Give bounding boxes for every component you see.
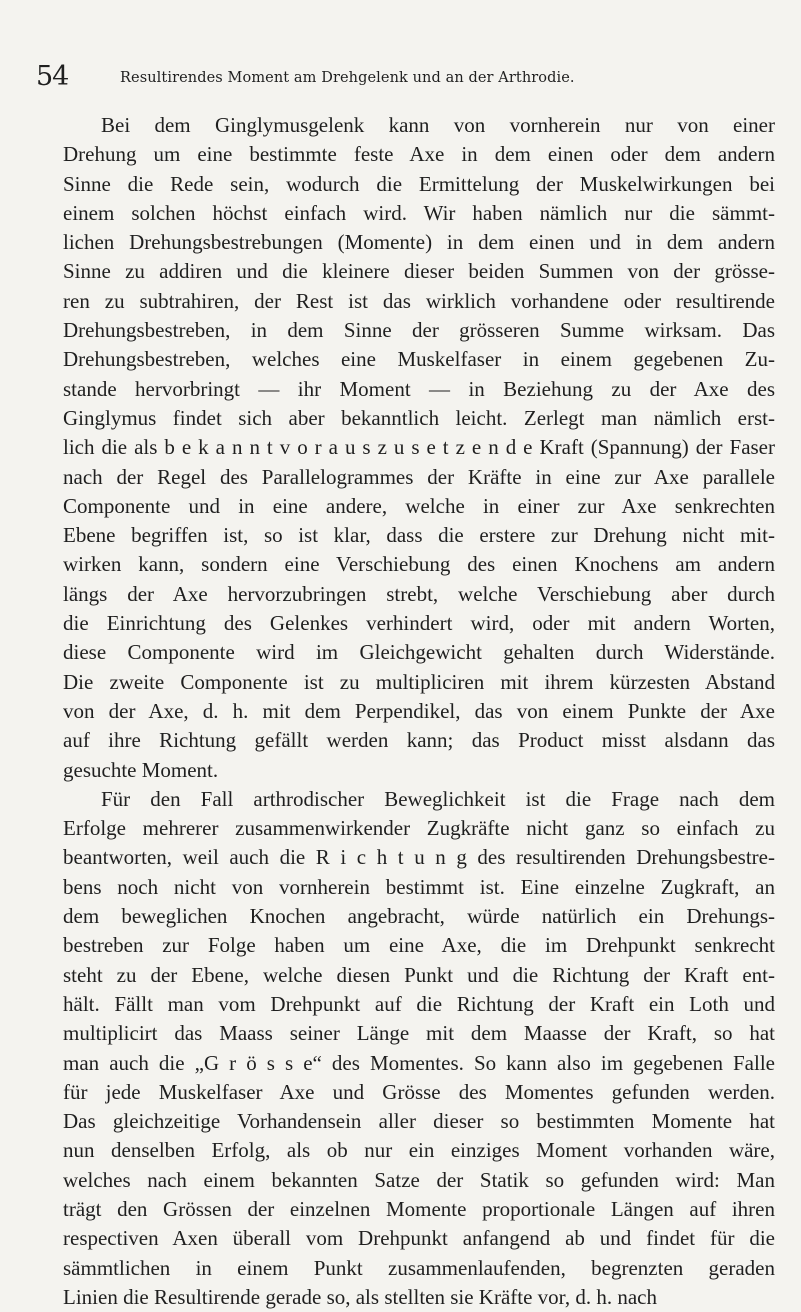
text-line: Drehungsbestreben, welches eine Muskelfaser in einem gegebenen Zu- <box>63 347 775 372</box>
text-line: gesuchte Moment. <box>63 757 219 782</box>
text-line: Componente und in eine andere, welche in einer zur Axe senkrechten <box>63 493 775 518</box>
text-line: lich die als b e k a n n t v o r a u s z u s e t z e n d e Kraft (Spannung) der Faser <box>63 435 775 460</box>
text-line: Drehungsbestreben, in dem Sinne der grösseren Summe wirksam. Das <box>63 318 775 343</box>
text-line: einem solchen höchst einfach wird. Wir haben nämlich nur die sämmt- <box>63 200 775 225</box>
text-line: Ginglymus findet sich aber bekanntlich leicht. Zerlegt man nämlich erst- <box>63 405 775 430</box>
text-line: bens noch nicht von vornherein bestimmt ist. Eine einzelne Zugkraft, an <box>63 874 775 899</box>
text-line: man auch die „G r ö s s e“ des Momentes. So kann also im gegebenen Falle <box>63 1050 775 1075</box>
text-line: hält. Fällt man vom Drehpunkt auf die Richtung der Kraft ein Loth und <box>63 991 775 1016</box>
text-line: Drehung um eine bestimmte feste Axe in dem einen oder dem andern <box>63 142 775 167</box>
text-line: auf ihre Richtung gefällt werden kann; das Product misst alsdann das <box>63 728 775 753</box>
text-line: trägt den Grössen der einzelnen Momente proportionale Längen auf ihren <box>63 1196 775 1221</box>
page-number: 54 <box>36 61 69 92</box>
paragraph <box>63 785 775 1312</box>
text-line: nach der Regel des Parallelogrammes der Kräfte in eine zur Axe parallele <box>63 464 775 489</box>
paragraph <box>63 111 775 785</box>
text-line: Für den Fall arthrodischer Beweglichkeit ist die Frage nach dem <box>101 786 775 811</box>
text-line: Sinne zu addiren und die kleinere dieser beiden Summen von der grösse- <box>63 259 775 284</box>
text-line: sämmtlichen in einem Punkt zusammenlaufenden, begrenzten geraden <box>63 1255 775 1280</box>
text-line: lichen Drehungsbestrebungen (Momente) in dem einen und in dem andern <box>63 230 775 255</box>
text-line: beantworten, weil auch die R i c h t u n g des resultirenden Drehungsbestre- <box>63 845 775 870</box>
text-line: Sinne die Rede sein, wodurch die Ermittelung der Muskelwirkungen bei <box>63 171 775 196</box>
text-line: wirken kann, sondern eine Verschiebung des einen Knochens am andern <box>63 552 775 577</box>
running-head <box>36 62 776 102</box>
text-line: diese Componente wird im Gleichgewicht gehalten durch Widerstände. <box>63 640 775 665</box>
text-line: Erfolge mehrerer zusammenwirkender Zugkräfte nicht ganz so einfach zu <box>63 816 775 841</box>
text-line: Bei dem Ginglymusgelenk kann von vornherein nur von einer <box>101 113 775 137</box>
text-line: die Einrichtung des Gelenkes verhindert wird, oder mit andern Worten, <box>63 611 775 636</box>
text-line: längs der Axe hervorzubringen strebt, welche Verschiebung aber durch <box>63 581 775 606</box>
text-line: welches nach einem bekannten Satze der Statik so gefunden wird: Man <box>63 1167 775 1192</box>
text-line: Ebene begriffen ist, so ist klar, dass die erstere zur Drehung nicht mit- <box>63 523 775 548</box>
text-line: für jede Muskelfaser Axe und Grösse des Momentes gefunden werden. <box>63 1079 775 1104</box>
text-line: Das gleichzeitige Vorhandensein aller dieser so bestimmten Momente hat <box>63 1109 775 1134</box>
running-head-title: Resultirendes Moment am Drehgelenk und an der Arthrodie. <box>120 70 575 86</box>
text-line: stande hervorbringt — ihr Moment — in Beziehung zu der Axe des <box>63 376 775 401</box>
text-line: ren zu subtrahiren, der Rest ist das wirklich vorhandene oder resultirende <box>63 288 775 313</box>
text-line: dem beweglichen Knochen angebracht, würde natürlich ein Drehungs- <box>63 904 775 929</box>
text-line: respectiven Axen überall vom Drehpunkt anfangend ab und findet für die <box>63 1226 775 1251</box>
text-line: Die zweite Componente ist zu multipliciren mit ihrem kürzesten Abstand <box>63 669 775 694</box>
text-line: von der Axe, d. h. mit dem Perpendikel, das von einem Punkte der Axe <box>63 698 775 723</box>
text-line: bestreben zur Folge haben um eine Axe, die im Drehpunkt senkrecht <box>63 933 775 958</box>
text-line: multiplicirt das Maass seiner Länge mit dem Maasse der Kraft, so hat <box>63 1021 775 1046</box>
text-line: steht zu der Ebene, welche diesen Punkt und die Richtung der Kraft ent- <box>63 962 775 987</box>
text-line: nun denselben Erfolg, als ob nur ein einziges Moment vorhanden wäre, <box>63 1138 775 1163</box>
text-line: Linien die Resultirende gerade so, als stellten sie Kräfte vor, d. h. nach <box>63 1284 657 1309</box>
body-text <box>63 111 775 1312</box>
